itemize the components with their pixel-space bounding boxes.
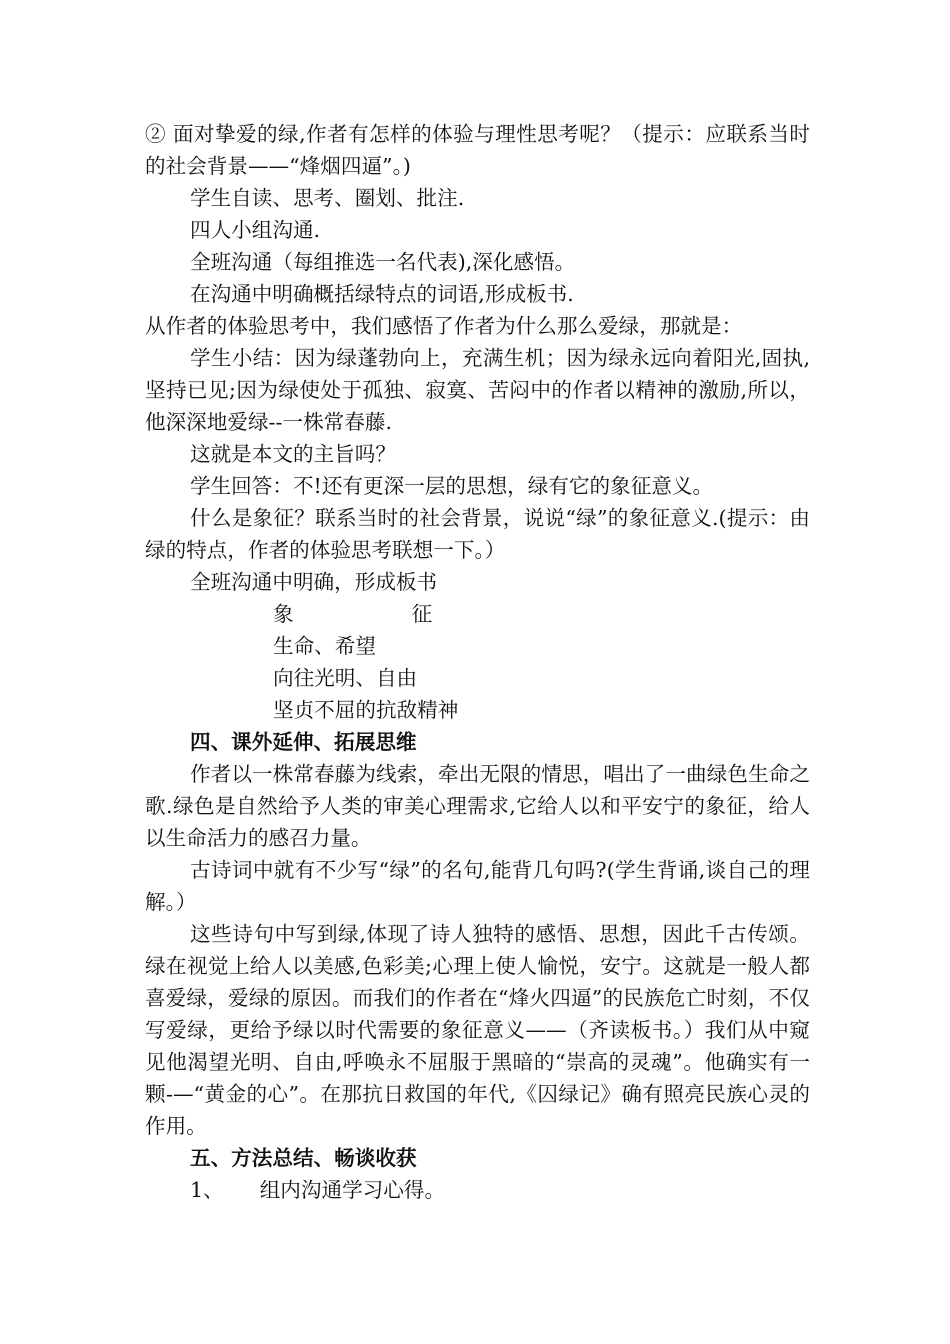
paragraph-author-experience: 从作者的体验思考中，我们感悟了作者为什么那么爱绿，那就是： [145, 314, 743, 338]
symbol-item: 向往光明、自由 [273, 666, 418, 690]
symbol-heading-right: 征 [411, 602, 433, 626]
paragraph-ancient-poems: 古诗词中就有不少写“绿”的名句,能背几句吗?(学生背诵,谈自己的理解。） [145, 858, 810, 914]
paragraph-symbol-question: 什么是象征？联系当时的社会背景，说说“绿”的象征意义.(提示：由绿的特点，作者的体验思考联想一下。） [145, 506, 810, 562]
list-item [145, 1174, 810, 1206]
paragraph-poems-analysis: 这些诗句中写到绿,体现了诗人独特的感悟、思想，因此千古传颂。绿在视觉上给人以美感,色彩美;心理上使人愉悦，安宁。这就是一般人都喜爱绿，爱绿的原因。而我们的作者在“烽火四逼”的民族危亡时刻，不仅写爱绿，更给予绿以时代需要的象征意义——（齐读板书。）我们从中窥见他渴望光明、自由,呼唤永不屈服于黑暗的“崇高的灵魂”。他确实有一颗-—“黄金的心”。在那抗日救国的年代,《囚绿记》确有照亮民族心灵的作用。 [145, 922, 810, 1138]
paragraph-student-summary: 学生小结：因为绿蓬勃向上，充满生机；因为绿永远向着阳光,固执,坚持已见;因为绿使处于孤独、寂寞、苦闷中的作者以精神的激励,所以，他深深地爱绿--一株常春藤. [145, 346, 810, 434]
paragraph-green-life-song: 作者以一株常春藤为线索，牵出无限的情思，唱出了一曲绿色生命之歌.绿色是自然给予人类的审美心理需求,它给人以和平安宁的象征，给人以生命活力的感召力量。 [145, 762, 810, 850]
paragraph-blackboard-note: 全班沟通中明确，形成板书 [190, 570, 438, 594]
symbol-heading [145, 598, 810, 630]
paragraph-blackboard-words: 在沟通中明确概括绿特点的词语,形成板书. [190, 282, 574, 306]
paragraph-class-discussion: 全班沟通（每组推选一名代表),深化感悟。 [190, 250, 576, 274]
list-item-text: 组内沟通学习心得。 [259, 1178, 446, 1202]
paragraph-main-idea-question: 这就是本文的主旨吗？ [190, 442, 396, 466]
paragraph-student-answer: 学生回答：不!还有更深一层的思想，绿有它的象征意义。 [190, 474, 714, 498]
paragraph-self-study: 学生自读、思考、圈划、批注. [190, 186, 465, 210]
document-page [145, 118, 810, 1206]
paragraph-group-discussion: 四人小组沟通. [190, 218, 321, 242]
symbol-heading-left: 象 [273, 602, 294, 626]
paragraph-question-2: ② 面对挚爱的绿,作者有怎样的体验与理性思考呢？（提示：应联系当时的社会背景——“烽烟四逼”。) [145, 122, 810, 178]
section-heading-5: 五、方法总结、畅谈收获 [190, 1146, 417, 1170]
symbol-item: 坚贞不屈的抗敌精神 [273, 698, 459, 722]
list-item-number: 1、 [190, 1178, 224, 1202]
section-heading-4: 四、课外延伸、拓展思维 [190, 730, 417, 754]
symbol-item: 生命、希望 [273, 634, 376, 658]
